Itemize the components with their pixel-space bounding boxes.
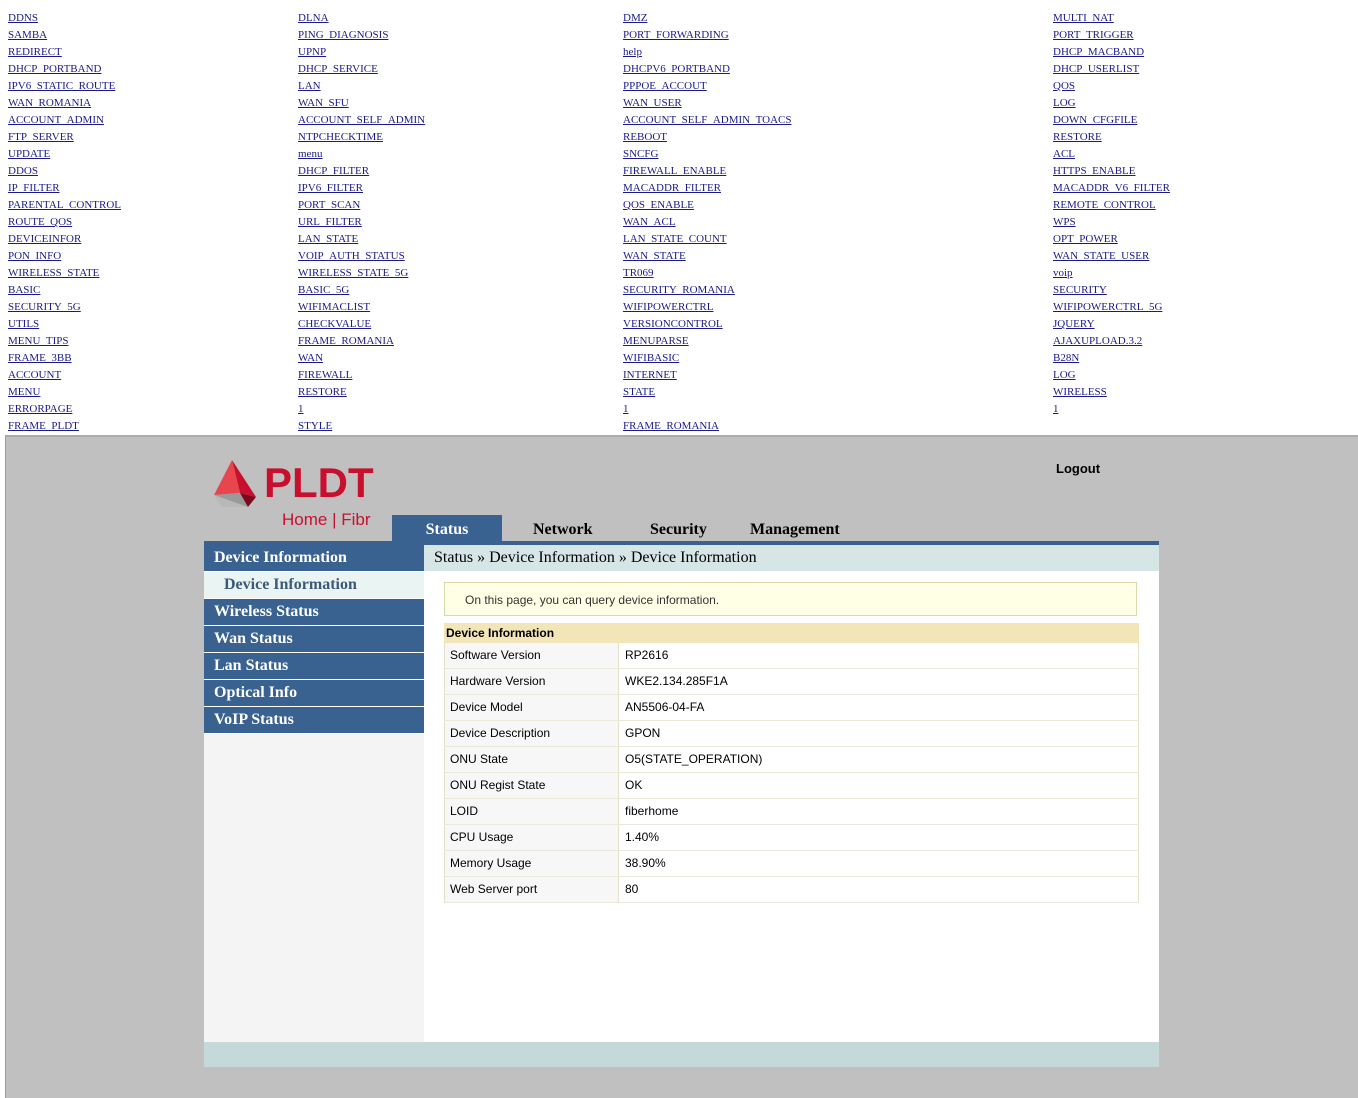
debug-link[interactable]: DHCP_USERLIST [1053, 63, 1140, 75]
debug-link[interactable]: DEVICEINFOR [8, 233, 82, 245]
table-row [444, 721, 1139, 747]
table-row [444, 747, 1139, 773]
device-info-table [444, 623, 1139, 903]
debug-link-grid [0, 0, 1358, 436]
link-column-1 [8, 10, 121, 435]
debug-link[interactable]: IPV6_STATIC_ROUTE [8, 80, 116, 92]
debug-link[interactable]: AJAXUPLOAD.3.2 [1053, 335, 1143, 347]
debug-link[interactable]: PARENTAL_CONTROL [8, 199, 121, 211]
debug-link[interactable]: DLNA [298, 12, 329, 24]
debug-link[interactable]: FRAME_PLDT [8, 420, 79, 432]
row-label: ONU State [444, 747, 619, 772]
table-row [444, 695, 1139, 721]
sidebar-item-lan-status[interactable]: Lan Status [204, 653, 424, 680]
debug-link[interactable]: WAN_SFU [298, 97, 349, 109]
row-label: ONU Regist State [444, 773, 619, 798]
debug-link[interactable]: WAN_ROMANIA [8, 97, 92, 109]
debug-link[interactable]: WAN_USER [623, 97, 682, 109]
debug-link[interactable]: REMOTE_CONTROL [1053, 199, 1156, 211]
sidebar-item-wireless-status[interactable]: Wireless Status [204, 599, 424, 626]
row-value: fiberhome [619, 799, 1139, 824]
row-label: Device Model [444, 695, 619, 720]
debug-link[interactable]: WIFIPOWERCTRL [623, 301, 714, 313]
debug-link[interactable]: 1 [1053, 403, 1059, 415]
debug-link[interactable]: WAN [298, 352, 324, 364]
sidebar-item-wan-status[interactable]: Wan Status [204, 626, 424, 653]
logo-sub-text: Home | Fibr [282, 510, 371, 529]
debug-link[interactable]: FIREWALL [298, 369, 353, 381]
table-row [444, 643, 1139, 669]
debug-link[interactable]: PORT_SCAN [298, 199, 361, 211]
debug-link[interactable]: FTP_SERVER [8, 131, 74, 143]
debug-link[interactable]: TR069 [623, 267, 654, 279]
debug-link[interactable]: SNCFG [623, 148, 659, 160]
debug-link[interactable]: WPS [1053, 216, 1076, 228]
tab-management[interactable]: Management [750, 521, 840, 538]
debug-link[interactable]: WIFIPOWERCTRL_5G [1053, 301, 1163, 313]
debug-link[interactable]: WIFIMACLIST [298, 301, 371, 313]
debug-link[interactable]: VOIP_AUTH_STATUS [298, 250, 405, 262]
debug-link[interactable]: BASIC [8, 284, 41, 296]
debug-link[interactable]: PORT_FORWARDING [623, 29, 729, 41]
debug-link[interactable]: DHCP_FILTER [298, 165, 370, 177]
debug-link[interactable]: REBOOT [623, 131, 667, 143]
debug-link[interactable]: IP_FILTER [8, 182, 60, 194]
debug-link[interactable]: WAN_ACL [623, 216, 676, 228]
debug-link[interactable]: WIRELESS_STATE [8, 267, 100, 279]
debug-link[interactable]: CHECKVALUE [298, 318, 372, 330]
debug-link[interactable]: MENU [8, 386, 41, 398]
row-label: Web Server port [444, 877, 619, 902]
debug-link[interactable]: 1 [298, 403, 304, 415]
debug-link[interactable]: ACCOUNT [8, 369, 62, 381]
pldt-logo-icon [204, 455, 404, 535]
debug-link[interactable]: 1 [623, 403, 629, 415]
row-label: Hardware Version [444, 669, 619, 694]
sidebar-item-voip-status[interactable]: VoIP Status [204, 707, 424, 734]
debug-link[interactable]: FIREWALL_ENABLE [623, 165, 727, 177]
debug-link[interactable]: ACCOUNT_SELF_ADMIN_TOACS [623, 114, 792, 126]
link-column-3 [623, 10, 791, 435]
debug-link[interactable]: UPDATE [8, 148, 51, 160]
row-value: 1.40% [619, 825, 1139, 850]
debug-link[interactable]: SECURITY [1053, 284, 1107, 296]
row-label: Software Version [444, 643, 619, 668]
debug-link[interactable]: FRAME_ROMANIA [623, 420, 719, 432]
debug-link[interactable]: QOS [1053, 80, 1076, 92]
debug-link[interactable]: DHCPV6_PORTBAND [623, 63, 730, 75]
row-label: LOID [444, 799, 619, 824]
debug-link[interactable]: IPV6_FILTER [298, 182, 363, 194]
debug-link[interactable]: PON_INFO [8, 250, 62, 262]
link-column-4 [1053, 10, 1170, 418]
debug-link[interactable]: PORT_TRIGGER [1053, 29, 1134, 41]
pldt-logo [204, 455, 404, 535]
debug-link[interactable]: LAN_STATE_COUNT [623, 233, 727, 245]
debug-link[interactable]: ACCOUNT_SELF_ADMIN [298, 114, 426, 126]
row-value: RP2616 [619, 643, 1139, 668]
debug-link[interactable]: BASIC_5G [298, 284, 350, 296]
sidebar-item-device-information[interactable]: Device Information [204, 545, 424, 572]
tab-security[interactable]: Security [650, 521, 707, 538]
table-title: Device Information [444, 623, 1139, 643]
row-value: 80 [619, 877, 1139, 902]
debug-link[interactable]: ACCOUNT_ADMIN [8, 114, 104, 126]
table-row [444, 773, 1139, 799]
row-value: WKE2.134.285F1A [619, 669, 1139, 694]
debug-link[interactable]: DHCP_SERVICE [298, 63, 378, 75]
debug-link[interactable]: RESTORE [1053, 131, 1102, 143]
info-note: On this page, you can query device information. [444, 582, 1137, 616]
debug-link[interactable]: LAN_STATE [298, 233, 359, 245]
debug-link[interactable]: STATE [623, 386, 656, 398]
table-row [444, 851, 1139, 877]
table-row [444, 825, 1139, 851]
debug-link[interactable]: HTTPS_ENABLE [1053, 165, 1136, 177]
row-label: Memory Usage [444, 851, 619, 876]
debug-link[interactable]: DDOS [8, 165, 38, 177]
debug-link[interactable]: STYLE [298, 420, 333, 432]
debug-link[interactable]: FRAME_ROMANIA [298, 335, 394, 347]
tab-status[interactable]: Status [392, 515, 502, 541]
row-value: GPON [619, 721, 1139, 746]
debug-link[interactable]: QOS_ENABLE [623, 199, 694, 211]
table-row [444, 877, 1139, 903]
debug-link[interactable]: JQUERY [1053, 318, 1095, 330]
debug-link[interactable]: LOG [1053, 97, 1076, 109]
debug-link[interactable]: MENUPARSE [623, 335, 689, 347]
debug-link[interactable]: ACL [1053, 148, 1075, 160]
debug-link[interactable]: ERRORPAGE [8, 403, 73, 415]
debug-link[interactable]: SECURITY_ROMANIA [623, 284, 735, 296]
row-value: O5(STATE_OPERATION) [619, 747, 1139, 772]
debug-link[interactable]: FRAME_3BB [8, 352, 72, 364]
debug-link[interactable]: MENU_TIPS [8, 335, 69, 347]
debug-link[interactable]: UTILS [8, 318, 40, 330]
debug-link[interactable]: LAN [298, 80, 321, 92]
debug-link[interactable]: ROUTE_QOS [8, 216, 73, 228]
debug-link[interactable]: SAMBA [8, 29, 48, 41]
debug-link[interactable]: menu [298, 148, 323, 160]
main-content [424, 545, 1159, 1042]
sidebar-item-optical-info[interactable]: Optical Info [204, 680, 424, 707]
breadcrumb: Status » Device Information » Device Information [424, 545, 1159, 571]
tab-network[interactable]: Network [533, 521, 593, 538]
table-row [444, 799, 1139, 825]
debug-link[interactable]: WIRELESS [1053, 386, 1107, 398]
link-column-2 [298, 10, 425, 435]
debug-link[interactable]: B28N [1053, 352, 1080, 364]
logout-link[interactable]: Logout [1056, 461, 1101, 476]
sidebar-subitem-device-information[interactable]: Device Information [204, 572, 424, 599]
debug-link[interactable]: NTPCHECKTIME [298, 131, 383, 143]
debug-link[interactable]: OPT_POWER [1053, 233, 1118, 245]
row-value: 38.90% [619, 851, 1139, 876]
debug-link[interactable]: WAN_STATE_USER [1053, 250, 1150, 262]
router-frame [5, 435, 1358, 1098]
row-label: Device Description [444, 721, 619, 746]
logo-brand-text: PLDT [264, 459, 374, 506]
debug-link[interactable]: SECURITY_5G [8, 301, 81, 313]
debug-link[interactable]: WIFIBASIC [623, 352, 680, 364]
sidebar [204, 545, 424, 1042]
debug-link[interactable]: REDIRECT [8, 46, 62, 58]
debug-link[interactable]: DDNS [8, 12, 38, 24]
debug-link[interactable]: MACADDR_FILTER [623, 182, 721, 194]
row-value: AN5506-04-FA [619, 695, 1139, 720]
debug-link[interactable]: DHCP_MACBAND [1053, 46, 1145, 58]
debug-link[interactable]: DMZ [623, 12, 648, 24]
debug-link[interactable]: UPNP [298, 46, 327, 58]
debug-link[interactable]: WAN_STATE [623, 250, 686, 262]
footer-bar [204, 1042, 1159, 1067]
table-row [444, 669, 1139, 695]
row-value: OK [619, 773, 1139, 798]
debug-link[interactable]: voip [1053, 267, 1073, 279]
debug-link[interactable]: help [623, 46, 642, 58]
debug-link[interactable]: LOG [1053, 369, 1076, 381]
debug-link[interactable]: PING_DIAGNOSIS [298, 29, 389, 41]
debug-link[interactable]: URL_FILTER [298, 216, 362, 228]
debug-link[interactable]: VERSIONCONTROL [623, 318, 723, 330]
debug-link[interactable]: MULTI_NAT [1053, 12, 1114, 24]
debug-link[interactable]: MACADDR_V6_FILTER [1053, 182, 1170, 194]
debug-link[interactable]: DHCP_PORTBAND [8, 63, 102, 75]
debug-link[interactable]: INTERNET [623, 369, 677, 381]
debug-link[interactable]: RESTORE [298, 386, 347, 398]
row-label: CPU Usage [444, 825, 619, 850]
debug-link[interactable]: PPPOE_ACCOUT [623, 80, 707, 92]
debug-link[interactable]: DOWN_CFGFILE [1053, 114, 1138, 126]
debug-link[interactable]: WIRELESS_STATE_5G [298, 267, 409, 279]
